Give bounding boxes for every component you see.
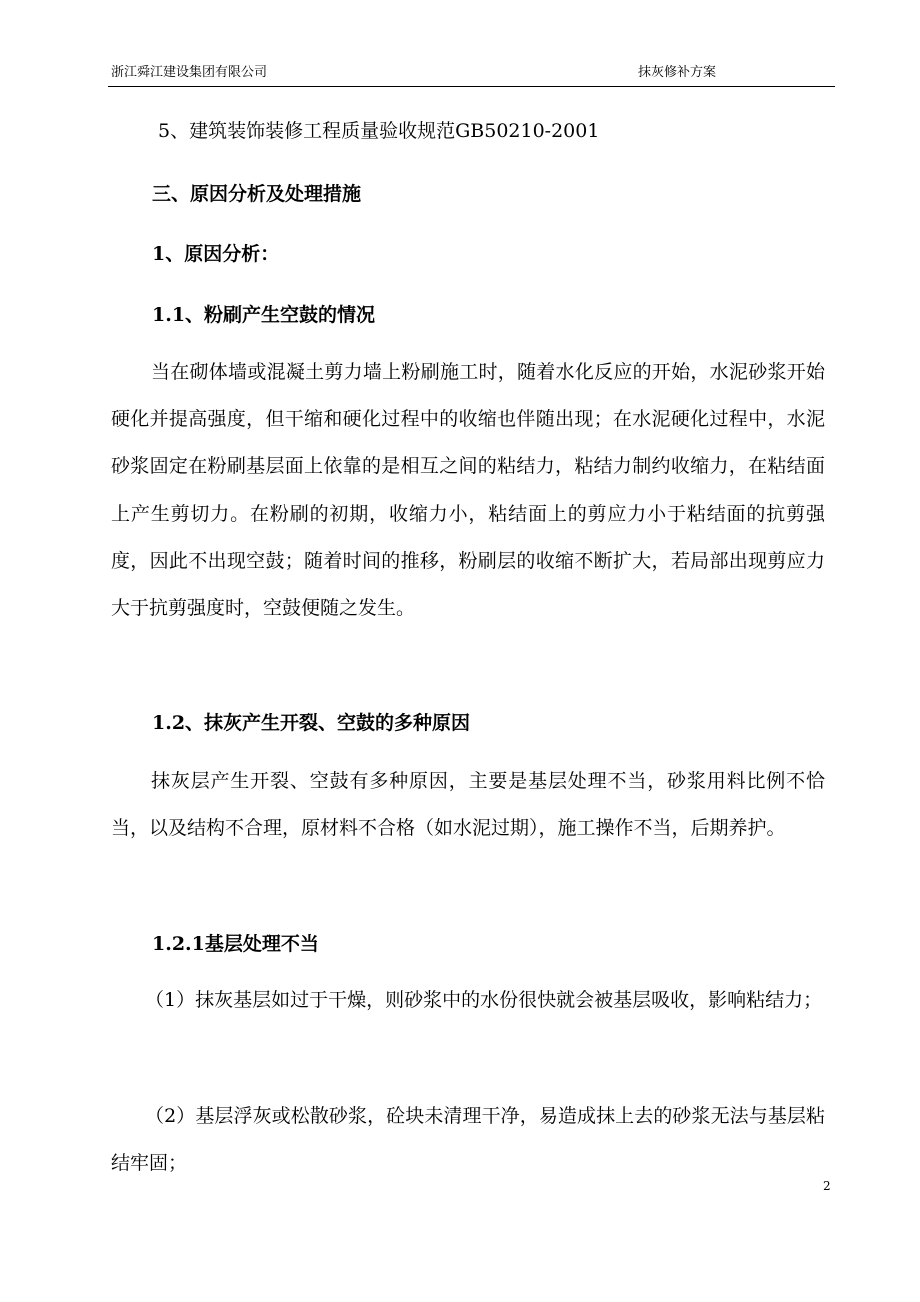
paragraph-1-1: 当在砌体墙或混凝土剪力墙上粉刷施工时，随着水化反应的开始，水泥砂浆开始硬化并提高强度，但干缩和硬化过程中的收缩也伴随出现；在水泥硬化过程中，水泥砂浆固定在粉刷基层面上依靠的是相互之间的粘结力，粘结力制约收缩力，在粘结面上产生剪切力。在粉刷的初期，收缩力小，粘结面上的剪应力小于粘结面的抗剪强度，因此不出现空鼓；随着时间的推移，粉刷层的收缩不断扩大，若局部出现剪应力大于抗剪强度时，空鼓便随之发生。 xyxy=(111,361,825,620)
heading-1-1: 1.1、粉刷产生空鼓的情况 xyxy=(152,304,376,326)
header-doc-title: 抹灰修补方案 xyxy=(638,65,717,80)
page-number: 2 xyxy=(823,1179,831,1193)
list-item-1: （1）抹灰基层如过于干燥，则砂浆中的水份很快就会被基层吸收，影响粘结力； xyxy=(145,989,823,1011)
header-divider xyxy=(108,86,835,87)
subsection-heading: 1、原因分析： xyxy=(152,243,280,265)
list-item-2: （2）基层浮灰或松散砂浆，砼块未清理干净，易造成抹上去的砂浆无法与基层粘结牢固； xyxy=(111,1105,825,1175)
reference-item: 5、建筑装饰装修工程质量验收规范GB50210-2001 xyxy=(158,120,600,142)
paragraph-1-2: 抹灰层产生开裂、空鼓有多种原因，主要是基层处理不当，砂浆用料比例不恰当，以及结构不合理，原材料不合格（如水泥过期），施工操作不当，后期养护。 xyxy=(111,770,825,840)
heading-1-2-1: 1.2.1基层处理不当 xyxy=(152,933,319,955)
header-company: 浙江舜江建设集团有限公司 xyxy=(111,65,268,80)
section-heading: 三、原因分析及处理措施 xyxy=(152,183,362,205)
heading-1-2: 1.2、抹灰产生开裂、空鼓的多种原因 xyxy=(152,712,471,734)
